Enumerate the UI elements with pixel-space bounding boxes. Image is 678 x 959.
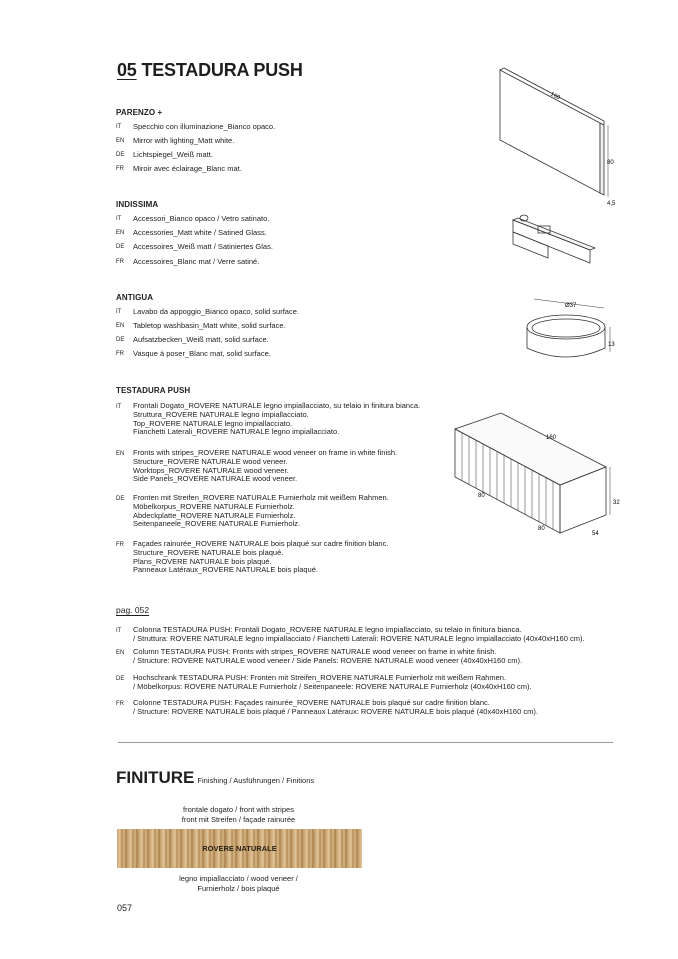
mirror-top-edge (500, 68, 504, 70)
vanity-drawing (450, 405, 630, 540)
accessory-top (513, 218, 595, 250)
swatch-caption-bottom (116, 874, 361, 893)
section-heading-indissima: INDISSIMA (116, 200, 159, 209)
section-divider (118, 742, 613, 743)
lang-code: FR (116, 259, 124, 265)
lang-code: DE (116, 496, 125, 502)
lang-code: FR (116, 542, 124, 548)
swatch-caption-top (116, 805, 361, 824)
block-line: Fronten mit Streifen_ROVERE NATURALE Furnierholz mit weißem Rahmen. (133, 493, 389, 502)
block-line: Seitenpaneele_ROVERE NATURALE Furnierholz. (133, 519, 301, 529)
antigua-row-de (116, 335, 269, 345)
lang-code: DE (116, 152, 125, 158)
mirror-edge (600, 123, 604, 195)
vanity-width-label: 160 (546, 435, 557, 441)
indissima-row-fr (116, 257, 259, 267)
mirror-height-label: 80 (607, 160, 614, 166)
row-text: Accessories_Matt white / Satined Glass. (133, 228, 267, 237)
basin-height-label: 13 (608, 342, 615, 348)
section-heading-testadura: TESTADURA PUSH (116, 386, 191, 395)
lang-code: DE (116, 337, 125, 343)
vanity-left-label: 80 (478, 493, 485, 499)
block-line: Structure_ROVERE NATURALE wood veneer. (133, 456, 288, 466)
indissima-row-de (116, 242, 273, 252)
section-heading-antigua: ANTIGUA (116, 293, 154, 302)
accessory-bracket (513, 232, 548, 258)
block-line: Worktops_ROVERE NATURALE wood veneer. (133, 465, 289, 475)
lang-code: IT (116, 216, 122, 222)
antigua-row-fr (116, 349, 271, 359)
lang-code: DE (116, 244, 125, 250)
lang-code: EN (116, 323, 125, 329)
block-line: / Structure: ROVERE NATURALE wood veneer / Side Panels: ROVERE NATURALE wood veneer (40x40xH160 cm). (133, 655, 523, 665)
indissima-row-en (116, 228, 267, 238)
basin-diameter-label: Ø37 (565, 303, 577, 309)
block-line: / Structure: ROVERE NATURALE bois plaqué / Panneaux Latéraux: ROVERE NATURALE bois plaqué (40x40xH160 cm). (133, 706, 538, 716)
block-line: Top_ROVERE NATURALE legno impiallacciato. (133, 418, 293, 428)
basin-body (527, 327, 605, 357)
block-line: Column TESTADURA PUSH: Fronts with stripes_ROVERE NATURALE wood veneer on frame in white finish. (133, 647, 497, 656)
lang-code: DE (116, 676, 125, 682)
block-line: Panneaux Latéraux_ROVERE NATURALE bois plaqué. (133, 565, 318, 575)
block-line: Plans_ROVERE NATURALE bois plaqué. (133, 556, 272, 566)
block-line: Colonne TESTADURA PUSH: Façades rainurée_ROVERE NATURALE bois plaqué sur cadre finition blanc. (133, 698, 490, 707)
testadura-block-de (116, 494, 389, 529)
vanity-right-label: 80 (538, 526, 545, 532)
caption-line: front mit Streifen / façade rainurée (181, 814, 296, 824)
pag-block-fr (116, 699, 538, 717)
block-line: Möbelkorpus_ROVERE NATURALE Furnierholz. (133, 501, 296, 511)
finiture-subtitle: Finishing / Ausführungen / Finitions (197, 776, 315, 785)
finiture-title: FINITURE (116, 768, 195, 787)
lang-code: IT (116, 628, 122, 634)
block-line: Abdeckplatte_ROVERE NATURALE Furnierholz. (133, 510, 296, 520)
vanity-depth-label: 54 (592, 531, 599, 537)
block-line: / Möbelkorpus: ROVERE NATURALE Furnierholz / Seitenpaneele: ROVERE NATURALE Furnierholz (40x40xH160 cm). (133, 681, 532, 691)
block-line: Façades rainurée_ROVERE NATURALE bois plaqué sur cadre finition blanc. (133, 539, 389, 548)
lang-code: EN (116, 650, 125, 656)
lang-code: EN (116, 138, 125, 144)
parenzo-row-fr (116, 164, 242, 174)
lang-code: FR (116, 351, 124, 357)
lang-code: IT (116, 404, 122, 410)
parenzo-row-en (116, 136, 234, 146)
row-text: Accessoires_Weiß matt / Satiniertes Glas. (133, 242, 273, 251)
row-text: Lavabo da appoggio_Bianco opaco, solid surface. (133, 307, 299, 316)
pag-block-de (116, 674, 532, 692)
mirror-face (500, 70, 600, 193)
parenzo-row-it (116, 122, 275, 132)
row-text: Tabletop washbasin_Matt white, solid surface. (133, 321, 286, 330)
lang-code: EN (116, 230, 125, 236)
caption-line: legno impiallacciato / wood veneer / (179, 874, 298, 883)
lang-code: FR (116, 166, 124, 172)
row-text: Accessori_Bianco opaco / Vetro satinato. (133, 214, 270, 223)
mirror-depth-label: 4,5 (607, 201, 616, 207)
pag-block-en (116, 648, 522, 666)
page-number: 057 (117, 903, 133, 913)
mirror-drawing (490, 65, 630, 210)
testadura-block-it (116, 402, 420, 437)
block-line: / Struttura: ROVERE NATURALE legno impiallacciato / Fianchetti Laterali: ROVERE NATURALE legno impiallacciato (40x40xH160 cm). (133, 633, 585, 643)
block-line: Fronts with stripes_ROVERE NATURALE wood veneer on frame in white finish. (133, 448, 398, 457)
block-line: Fianchetti Laterali_ROVERE NATURALE legno impiallacciato. (133, 427, 340, 437)
title-number: 05 (117, 60, 137, 80)
antigua-row-it (116, 307, 299, 317)
parenzo-row-de (116, 150, 213, 160)
lang-code: FR (116, 701, 124, 707)
title-text: TESTADURA PUSH (141, 60, 303, 80)
testadura-block-fr (116, 540, 388, 575)
testadura-block-en (116, 449, 397, 484)
row-text: Vasque à poser_Blanc mat, solid surface. (133, 349, 271, 358)
row-text: Miroir avec éclairage_Blanc mat. (133, 164, 242, 173)
page-title (117, 60, 303, 81)
indissima-row-it (116, 214, 269, 224)
caption-line: Furnierholz / bois plaqué (197, 883, 280, 893)
row-text: Aufsatzbecken_Weiß matt, solid surface. (133, 335, 269, 344)
antigua-row-en (116, 321, 286, 331)
block-line: Hochschrank TESTADURA PUSH: Fronten mit Streifen_ROVERE NATURALE Furnierholz mit weißem Rahmen. (133, 673, 507, 682)
block-line: Frontali Dogato_ROVERE NATURALE legno impiallacciato, su telaio in finitura bianca. (133, 401, 421, 410)
vanity-height-label: 32 (613, 500, 620, 506)
finiture-heading (116, 768, 314, 788)
basin-drawing (520, 296, 620, 366)
lang-code: EN (116, 451, 125, 457)
pag-block-it (116, 626, 585, 644)
finish-swatch-rovere-naturale[interactable] (117, 829, 362, 868)
row-text: Lichtspiegel_Weiß matt. (133, 150, 213, 159)
vanity-top (455, 413, 606, 485)
row-text: Specchio con illuminazione_Bianco opaco. (133, 122, 276, 131)
block-line: Colonna TESTADURA PUSH: Frontali Dogato_ROVERE NATURALE legno impiallacciato, su telaio in finitura bianca. (133, 625, 522, 634)
accessory-drawing (508, 208, 603, 268)
block-line: Struttura_ROVERE NATURALE legno impiallacciato. (133, 409, 309, 419)
basin-inner (532, 319, 600, 337)
section-heading-parenzo: PARENZO + (116, 108, 163, 117)
caption-line: frontale dogato / front with stripes (183, 805, 294, 814)
lang-code: IT (116, 124, 122, 130)
page-reference: pag. 052 (116, 605, 150, 615)
row-text: Mirror with lighting_Matt white. (133, 136, 235, 145)
swatch-label: ROVERE NATURALE (202, 844, 277, 853)
block-line: Structure_ROVERE NATURALE bois plaqué. (133, 547, 284, 557)
mirror-width-label: 160 (549, 91, 561, 102)
row-text: Accessoires_Blanc mat / Verre satiné. (133, 257, 260, 266)
block-line: Side Panels_ROVERE NATURALE wood veneer. (133, 474, 298, 484)
lang-code: IT (116, 309, 122, 315)
